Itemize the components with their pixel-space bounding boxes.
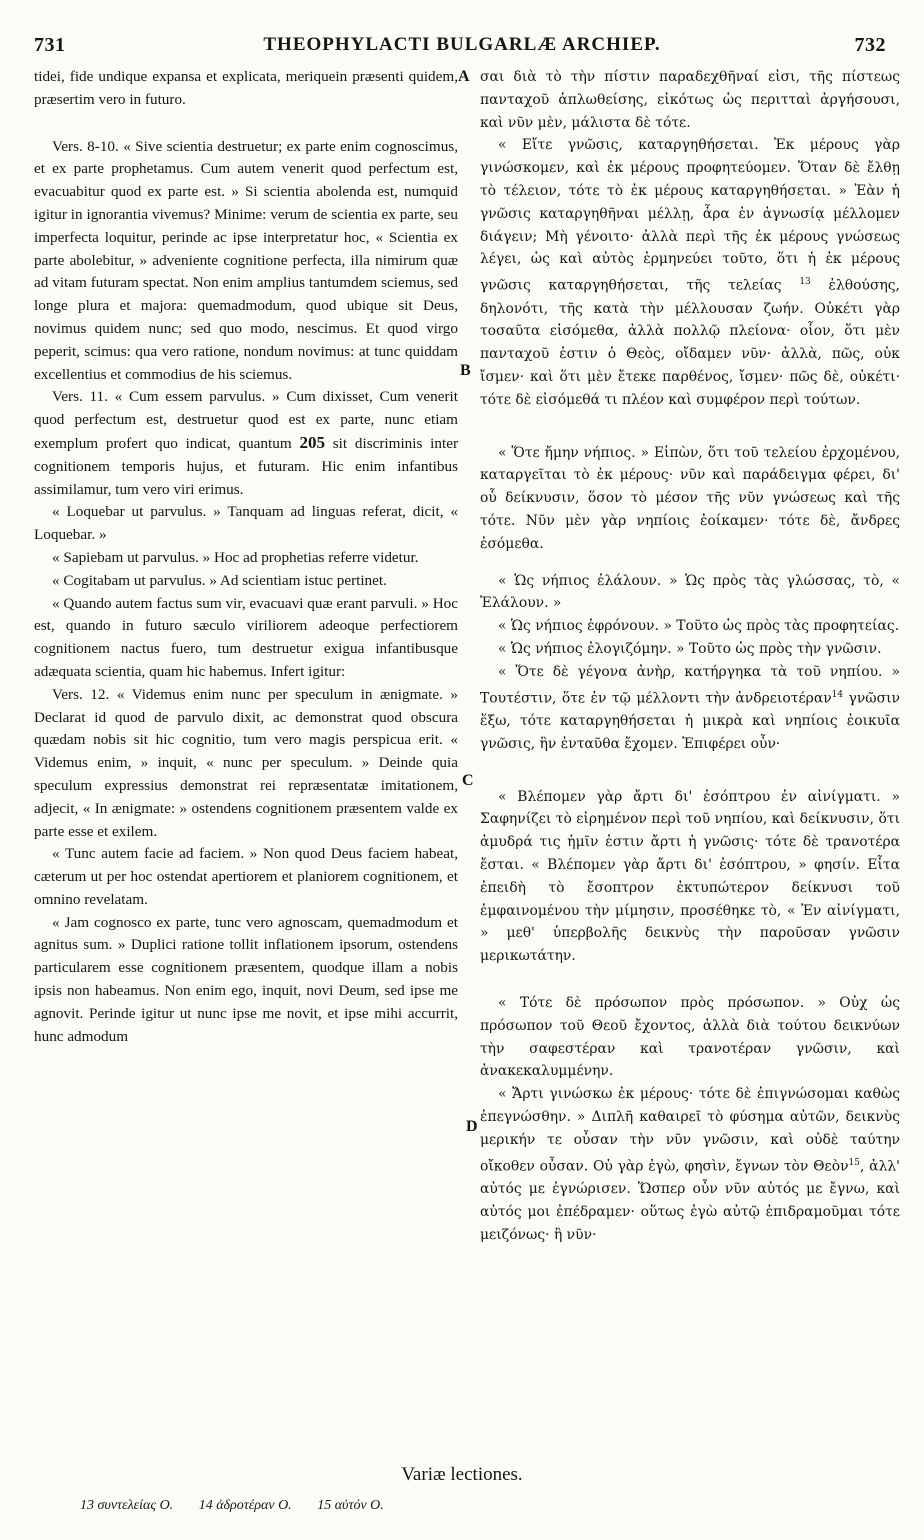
greek-paragraph: « Βλέπομεν γὰρ ἄρτι δι' ἐσόπτρου ἐν αἰνίγματι. » Σαφηνίζει τὸ εἰρημένον περὶ τοῦ νηπίου, καὶ δείκνυσιν, ὅτι ἀμυδρά τις ἡμῖν ἐστιν ἄρτι ἡ γνῶσις· τότε δὲ τρανοτέρα ἔσται. « Βλέπομεν γὰρ ἄρτι δι' ἐσόπτρου, » φησίν. Εἶτα ἐπειδὴ τὸ ἔσοπτρον ἐκτυπώτερον δείκνυσι τοῦ ἐμφαινομένου τὴν μίμησιν, προσέθηκε τὸ, « Ἐν αἰνίγματι, » μεθ' ὑπερβολῆς δεικνὺς τὴν παροῦσαν γνῶσιν μερικωτάτην. (480, 788, 900, 965)
latin-paragraph: « Sapiebam ut parvulus. » Hoc ad prophetias referre videtur. (52, 548, 419, 566)
greek-paragraph: « Ὡς νήπιος ἐλογιζόμην. » Τοῦτο ὡς πρὸς τὴν γνῶσιν. (498, 640, 882, 657)
left-page-number: 731 (34, 34, 66, 56)
greek-paragraph: « Τότε δὲ πρόσωπον πρὸς πρόσωπον. » Οὐχ ὡς πρόσωπον τοῦ Θεοῦ ἔχοντος, ἀλλὰ διὰ τούτου δεικνύων τὴν σαφεστέραν καὶ τρανοτέραν γνῶσιν, καὶ ἀνακεκαλυμμένην. (480, 994, 900, 1080)
latin-paragraph: « Cogitabam ut parvulus. » Ad scientiam istuc pertinet. (52, 571, 387, 589)
latin-paragraph: Vers. 12. « Videmus enim nunc per speculum in ænigmate. » Declarat id quod de parvulo dixit, ac demonstrat quod obscura quædam nobis sit hic cognitio, tum vero magis perspicua erit. « Videmus enim, » inquit, « nunc per speculum. » Deinde quia speculum expressius demonstrat rei repræsentatæ imitationem, adjecit, « In ænigmate: » ostendens cognitionem præsentem valde ex parte esse et exilem. (34, 685, 458, 840)
latin-paragraph: Vers. 11. « Cum essem parvulus. » Cum dixisset, Cum venerit quod perfectum est, destruetur quod est ex parte, nunc etiam exemplum profert quo indicat, quantum 205 sit discriminis inter cognitionem temporis hujus, et futuram. Hic enim infantibus assimilamur, tum vero viri erimus. (34, 388, 459, 498)
greek-paragraph: σαι διὰ τὸ τὴν πίστιν παραδεχθῆναί εἰσι, τῆς πίστεως πανταχοῦ ἁπλωθείσης, εἰκότως ὡς περιτταὶ ἀργήσουσι, καὶ νῦν μὲν, μάλιστα δὲ τότε. (480, 69, 900, 131)
greek-paragraph: « Ὅτε δὲ γέγονα ἀνὴρ, κατήργηκα τὰ τοῦ νηπίου. » Τουτέστιν, ὅτε ἐν τῷ μέλλοντι τὴν ἀνδρειοτέραν$^{14}$ γνῶσιν ἕξω, τότε καταργηθήσεται ἡ μικρὰ καὶ νηπίοις ἐοικυῖα γνῶσις, ἣν ἐνταῦθα ἔχομεν. Ἐπιφέρει οὖν· (480, 663, 900, 752)
greek-paragraph: « Ὡς νήπιος ἐφρόνουν. » Τοῦτο ὡς πρὸς τὰς προφητείας. (498, 618, 900, 635)
footnote-ref: 13 (799, 277, 811, 288)
footnote-ref: 14 (831, 689, 844, 700)
greek-paragraph: « Ὡς νήπιος ἐλάλουν. » Ὡς πρὸς τὰς γλώσσας, τὸ, « Ἐλάλουν. » (480, 572, 900, 612)
variae-lectiones-list (80, 1498, 406, 1514)
variae-lectiones-title: Variæ lectiones. (401, 1464, 523, 1485)
latin-paragraph: tidei, fide undique expansa et explicata, meriquein præsenti quidem, præsertim vero in futuro. (34, 68, 458, 108)
latin-paragraph: « Tunc autem facie ad faciem. » Non quod Deus faciem habeat, cæterum ut per hoc ostendat apertiorem et planiorem cognitionem, et omnino revelatam. (34, 845, 458, 908)
latin-paragraph: « Loquebar ut parvulus. » Tanquam ad linguas referat, dicit, « Loquebar. » (34, 503, 458, 544)
latin-paragraph: Vers. 8-10. « Sive scientia destruetur; ex parte enim cognoscimus, et ex parte prophetamus. Cum autem venerit quod perfectum est, evacuabitur quod ex parte est. » Si scientia abolenda est, numquid igitur in ignorantia vivemus? Minime: verum de scientia ex parte, seu imperfecta loquitur, perinde ac ipse interpretatur hoc, « Scientia ex parte abolebitur, » adveniente cognitione perfecta, illa nimirum quæ ad vitam futuram spectat. Non enim amplius tantumdem sciemus, sed longe plura et majora: quemadmodum, quod ubique sit Deus, novimus quidem nunc; sed quo modo, nescimus. Et quod virgo peperit, scimus: qua vero ratione, nondum novimus: at tunc quiddam excellentius et commodius de his sciemus. (34, 137, 458, 383)
greek-paragraph: « Εἴτε γνῶσις, καταργηθήσεται. Ἐκ μέρους γὰρ γινώσκομεν, καὶ ἐκ μέρους προφητεύομεν. Ὅταν δὲ ἔλθῃ τὸ τέλειον, τότε τὸ ἐκ μέρους καταργηθήσεται. » Ἐὰν ἡ γνῶσις καταργηθῆναι μέλλῃ, ἆρα ἐν ἀγνωσίᾳ μέλλομεν διάγειν; Μὴ γένοιτο· ἀλλὰ περὶ τῆς ἐκ μέρους γνώσεως λέγει, ὡς καὶ αὐτὸς ἑρμηνεύει τοῦτο, ὅτι ἡ ἐκ μέρους γνῶσις καταργηθήσεται, τῆς τελείας $^{13}$ ἐλθούσης, δηλονότι, τῆς κατὰ τὴν μέλλουσαν ζωήν. Οὐκέτι γὰρ τοσαῦτα εἰσόμεθα, ἀλλὰ πολλῷ πλείονα· οἷον, ὅτι μὲν πανταχοῦ ἐστιν ὁ Θεὸς, οἴδαμεν νῦν· ἀλλὰ, πῶς, οὐκ ἴσμεν· καὶ ὅτι μὲν ἔτεκε παρθένος, ἴσμεν· πῶς δὲ, οὐκέτι· τότε δὲ εἰσόμεθά τι πλέον καὶ συμφέρον περὶ τούτων. (480, 137, 900, 408)
variant-reading: 13 συντελείας O. (80, 1498, 174, 1513)
column-number: 205 (299, 432, 325, 452)
running-title: THEOPHYLACTI BULGARLÆ ARCHIEP. (263, 34, 661, 55)
variant-reading: 15 αὐτόν O. (317, 1498, 384, 1513)
latin-paragraph: « Jam cognosco ex parte, tunc vero agnoscam, quemadmodum et agnitus sum. » Duplici ratione tollit inflationem ipsorum, ostendens particularem esse cognitionem præsentem, quodque illam a nobis ipsis non habeamus. Non enim ego, inquit, novi Deum, sed ipse me agnovit. Perinde igitur ut nunc ipse me novit, et ipse mihi accurrit, hunc admodum (34, 913, 458, 1045)
greek-paragraph: « Ὅτε ἤμην νήπιος. » Εἰπὼν, ὅτι τοῦ τελείου ἐρχομένου, καταργεῖται τὸ ἐκ μέρους· νῦν καὶ παράδειγμα φέρει, δι' οὗ δείκνυσιν, ὅσον τὸ μέσον τῆς νῦν γνώσεως καὶ τῆς τότε. Νῦν μὲν γὰρ νηπίοις ἐοίκαμεν· τότε δὲ, ἄνδρες ἐσόμεθα. (480, 444, 900, 552)
variant-reading: 14 ἀδροτέραν O. (198, 1498, 292, 1513)
margin-letter-a: A (458, 68, 470, 85)
margin-letter-c: C (462, 772, 474, 789)
right-page-number: 732 (854, 34, 886, 56)
latin-column (34, 66, 458, 1048)
latin-paragraph: « Quando autem factus sum vir, evacuavi quæ erant parvuli. » Hoc est, quando in futuro sæculo viriliorem adeoque perfectiorem cognitionem nactus fuero, tum destruetur exigua infantibusque adæquata scientia, quam hic habemus. Infert igitur: (34, 594, 458, 680)
margin-letter-b: B (460, 362, 471, 379)
greek-column (480, 66, 900, 1246)
margin-letter-d: D (466, 1118, 478, 1135)
greek-paragraph: « Ἄρτι γινώσκω ἐκ μέρους· τότε δὲ ἐπιγνώσομαι καθὼς ἐπεγνώσθην. » Διπλῆ καθαιρεῖ τὸ φύσημα αὐτῶν, δεικνὺς μερικήν τε οὖσαν τὴν νῦν γνῶσιν, καὶ οὐδὲ ταύτην οἴκοθεν οὖσαν. Οὐ γὰρ ἐγὼ, φησὶν, ἔγνων τὸν Θεὸν$^{15}$, ἀλλ' αὐτός με ἐγνώρισεν. Ὥσπερ οὖν νῦν αὐτός με ἔγνω, καὶ αὐτός μοι ἐπέδραμεν· οὕτως ἐγὼ αὐτῷ ἐπιδραμοῦμαι τότε μειζόνως· ἢ νῦν· (480, 1086, 900, 1243)
footnote-ref: 15 (848, 1157, 860, 1168)
